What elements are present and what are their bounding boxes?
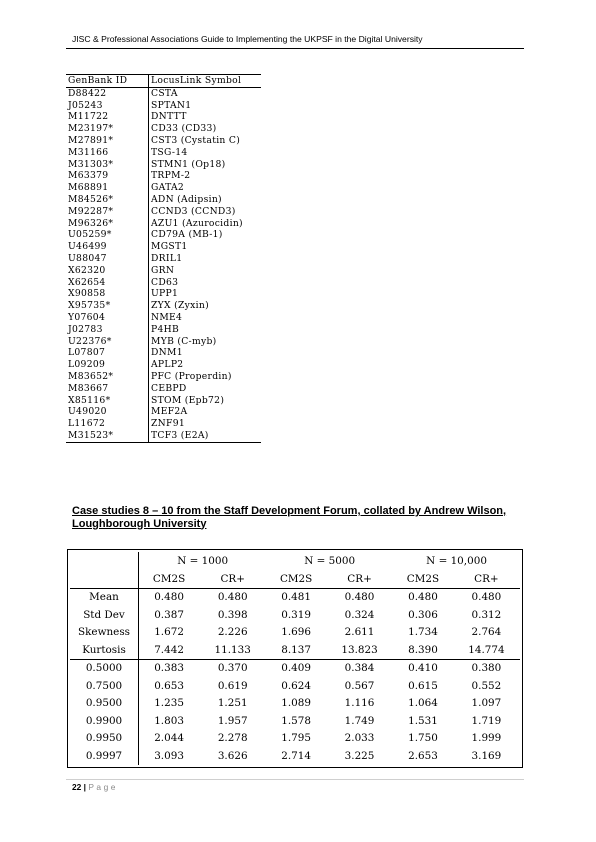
value-cell: 1.578 (281, 714, 311, 727)
quantile-row (70, 747, 520, 765)
value-cell: 2.278 (217, 732, 248, 745)
genbank-row (66, 265, 261, 277)
value-cell: 1.089 (281, 697, 311, 710)
locuslink-symbol-cell: CD63 (151, 276, 179, 288)
value-cell: 0.481 (281, 591, 311, 604)
value-cell: 0.312 (471, 608, 502, 621)
value-cell: 2.764 (471, 626, 502, 639)
value-cell: 3.225 (344, 749, 375, 762)
value-cell: 0.480 (408, 591, 438, 604)
page-header-title: JISC & Professional Associations Guide to Implementing the UKPSF in the Digital University (72, 34, 423, 44)
genbank-row (66, 253, 261, 265)
group-header-n10000: N = 10,000 (426, 555, 487, 568)
locuslink-symbol-cell: NME4 (151, 311, 183, 323)
value-cell: 1.531 (408, 714, 438, 727)
value-cell: 8.137 (281, 643, 311, 656)
value-cell: 0.306 (408, 608, 438, 621)
case-studies-heading: Case studies 8 – 10 from the Staff Development Forum, collated by Andrew Wilson, Loughborough University (72, 505, 507, 530)
value-cell: 14.774 (468, 643, 505, 656)
value-cell: 1.795 (281, 732, 311, 745)
locuslink-symbol-cell: TRPM-2 (151, 170, 191, 182)
genbank-row (66, 371, 261, 383)
value-cell: 0.380 (453, 660, 520, 678)
genbank-table (66, 74, 261, 443)
value-cell: 0.324 (344, 608, 375, 621)
genbank-row (66, 395, 261, 407)
genbank-id-cell: M11722 (66, 111, 149, 123)
quantile-row (70, 713, 520, 730)
value-cell: 2.611 (344, 626, 375, 639)
locuslink-symbol-cell: CCND3 (CCND3) (151, 205, 236, 217)
value-cell: 13.823 (341, 643, 378, 656)
quantile-row (70, 678, 520, 695)
value-cell: 0.398 (217, 608, 248, 621)
value-cell: 1.803 (154, 714, 184, 727)
genbank-id-cell: M84526* (66, 194, 149, 206)
value-cell: 2.033 (344, 732, 375, 745)
value-cell: 3.093 (154, 749, 184, 762)
group-header-n1000: N = 1000 (177, 555, 229, 568)
value-cell: 0.480 (344, 591, 375, 604)
value-cell: 8.390 (408, 643, 438, 656)
genbank-id-cell: L11672 (66, 418, 149, 430)
stats-group-header-row (70, 552, 520, 571)
locuslink-symbol-cell: ADN (Adipsin) (151, 193, 222, 205)
value-cell: 1.999 (471, 732, 502, 745)
stats-table (70, 552, 520, 765)
genbank-row (66, 170, 261, 182)
value-cell: 0.552 (471, 679, 502, 692)
genbank-row (66, 194, 261, 206)
locuslink-symbol-cell: MEF2A (151, 406, 188, 418)
genbank-id-cell: X62654 (66, 277, 149, 289)
genbank-row (66, 347, 261, 359)
value-cell: 0.370 (199, 660, 266, 678)
locuslink-symbol-cell: CD79A (MB-1) (151, 229, 223, 241)
moment-row (70, 642, 520, 660)
value-cell: 1.957 (217, 714, 248, 727)
footer-separator: | (81, 782, 89, 792)
quantile-row (70, 695, 520, 712)
genbank-row (66, 241, 261, 253)
genbank-row (66, 111, 261, 123)
value-cell: 2.714 (281, 749, 311, 762)
subheader-cell: CM2S (139, 571, 200, 589)
genbank-id-cell: M27891* (66, 135, 149, 147)
genbank-id-cell: M31523* (66, 430, 149, 442)
genbank-row (66, 312, 261, 324)
genbank-id-cell: U05259* (66, 229, 149, 241)
value-cell: 11.133 (214, 643, 251, 656)
value-cell: 1.097 (471, 697, 502, 710)
value-cell: 0.319 (281, 608, 311, 621)
locuslink-symbol-cell: UPP1 (151, 288, 179, 300)
locuslink-symbol-cell: DRIL1 (151, 252, 183, 264)
genbank-id-cell: M63379 (66, 170, 149, 182)
locuslink-symbol-cell: CEBPD (151, 382, 187, 394)
value-cell: 0.480 (154, 591, 184, 604)
value-cell: 1.696 (281, 626, 311, 639)
row-label-cell: Kurtosis (70, 642, 139, 660)
genbank-id-cell: M92287* (66, 206, 149, 218)
subheader-cell: CR+ (453, 571, 520, 589)
genbank-id-cell: U88047 (66, 253, 149, 265)
value-cell: 1.749 (344, 714, 375, 727)
value-cell: 3.169 (471, 749, 502, 762)
value-cell: 0.384 (326, 660, 393, 678)
genbank-id-cell: J02783 (66, 324, 149, 336)
genbank-id-cell: D88422 (66, 87, 149, 99)
locuslink-symbol-cell: DNM1 (151, 347, 183, 359)
locuslink-symbol-cell: STMN1 (Op18) (151, 158, 226, 170)
genbank-id-cell: X85116* (66, 395, 149, 407)
row-label-cell: 0.9900 (70, 713, 139, 730)
value-cell: 0.480 (217, 591, 248, 604)
genbank-header-row (66, 75, 261, 88)
genbank-id-cell: X90858 (66, 288, 149, 300)
value-cell: 0.653 (154, 679, 184, 692)
genbank-row (66, 229, 261, 241)
subheader-cell: CR+ (199, 571, 266, 589)
locuslink-symbol-cell: SPTAN1 (151, 99, 192, 111)
genbank-row (66, 300, 261, 312)
genbank-id-cell: M83652* (66, 371, 149, 383)
locuslink-symbol-cell: GRN (151, 264, 175, 276)
genbank-table-body (66, 87, 261, 442)
moment-row (70, 624, 520, 641)
stats-subheader-row (70, 571, 520, 589)
row-label-cell: Std Dev (70, 607, 139, 624)
row-label-cell: Mean (70, 589, 139, 607)
genbank-row (66, 87, 261, 99)
genbank-id-cell: M83667 (66, 383, 149, 395)
genbank-row (66, 418, 261, 430)
genbank-id-cell: M23197* (66, 123, 149, 135)
value-cell: 3.626 (217, 749, 248, 762)
genbank-row (66, 359, 261, 371)
locuslink-col-header: LocusLink Symbol (149, 75, 262, 88)
genbank-id-cell: J05243 (66, 100, 149, 112)
genbank-col-header: GenBank ID (66, 75, 149, 88)
subheader-cell: CR+ (326, 571, 393, 589)
value-cell: 0.619 (217, 679, 248, 692)
subheader-cell: CM2S (393, 571, 453, 589)
genbank-id-cell: X62320 (66, 265, 149, 277)
genbank-id-cell: M31166 (66, 147, 149, 159)
genbank-id-cell: U22376* (66, 336, 149, 348)
genbank-row (66, 406, 261, 418)
locuslink-symbol-cell: ZYX (Zyxin) (151, 300, 209, 312)
genbank-row (66, 336, 261, 348)
genbank-id-cell: L09209 (66, 359, 149, 371)
header-divider (66, 48, 524, 49)
genbank-row (66, 430, 261, 442)
value-cell: 0.615 (408, 679, 438, 692)
genbank-id-cell: M68891 (66, 182, 149, 194)
locuslink-symbol-cell: TSG-14 (151, 146, 188, 158)
genbank-id-cell: M96326* (66, 218, 149, 230)
value-cell: 1.116 (344, 697, 375, 710)
quantile-row (70, 660, 520, 678)
locuslink-symbol-cell: P4HB (151, 323, 179, 335)
row-label-cell: 0.9950 (70, 730, 139, 747)
locuslink-symbol-cell: CSTA (151, 87, 178, 99)
genbank-row (66, 218, 261, 230)
subheader-cell: CM2S (266, 571, 326, 589)
locuslink-symbol-cell: CST3 (Cystatin C) (151, 134, 241, 146)
value-cell: 0.387 (154, 608, 184, 621)
genbank-row (66, 135, 261, 147)
value-cell: 1.750 (408, 732, 438, 745)
value-cell: 1.734 (408, 626, 438, 639)
value-cell: 0.480 (471, 591, 502, 604)
value-cell: 1.235 (154, 697, 184, 710)
quantile-row (70, 730, 520, 747)
genbank-row (66, 147, 261, 159)
genbank-row (66, 123, 261, 135)
locuslink-symbol-cell: APLP2 (151, 359, 184, 371)
genbank-row (66, 277, 261, 289)
locuslink-symbol-cell: DNTTT (151, 111, 187, 123)
locuslink-symbol-cell: MGST1 (151, 241, 188, 253)
locuslink-symbol-cell: PFC (Properdin) (151, 370, 232, 382)
moment-row (70, 589, 520, 607)
row-label-cell: 0.5000 (70, 660, 139, 678)
genbank-row (66, 182, 261, 194)
genbank-row (66, 383, 261, 395)
value-cell: 0.567 (344, 679, 375, 692)
value-cell: 7.442 (154, 643, 184, 656)
locuslink-symbol-cell: GATA2 (151, 182, 185, 194)
genbank-id-cell: L07807 (66, 347, 149, 359)
row-label-cell: 0.9500 (70, 695, 139, 712)
genbank-id-cell: M31303* (66, 159, 149, 171)
value-cell: 0.624 (281, 679, 311, 692)
value-cell: 0.409 (266, 660, 326, 678)
row-label-cell: Skewness (70, 624, 139, 641)
genbank-row (66, 324, 261, 336)
genbank-row (66, 159, 261, 171)
genbank-row (66, 288, 261, 300)
value-cell: 0.410 (393, 660, 453, 678)
genbank-id-cell: Y07604 (66, 312, 149, 324)
page-footer (72, 782, 118, 792)
page-label: Page (88, 782, 118, 792)
value-cell: 2.653 (408, 749, 438, 762)
stats-table-body (70, 552, 520, 765)
genbank-id-cell: U49020 (66, 406, 149, 418)
row-label-cell: 0.7500 (70, 678, 139, 695)
footer-divider (66, 779, 524, 780)
group-header-n5000: N = 5000 (304, 555, 356, 568)
locuslink-symbol-cell: ZNF91 (151, 418, 185, 430)
value-cell: 1.719 (471, 714, 502, 727)
genbank-id-cell: U46499 (66, 241, 149, 253)
locuslink-symbol-cell: TCF3 (E2A) (149, 430, 262, 442)
stats-corner-cell (70, 552, 139, 571)
genbank-row (66, 206, 261, 218)
locuslink-symbol-cell: CD33 (CD33) (151, 123, 217, 135)
row-label-cell: 0.9997 (70, 747, 139, 765)
locuslink-symbol-cell: AZU1 (Azurocidin) (151, 217, 243, 229)
page-number: 22 (72, 782, 82, 792)
value-cell: 1.672 (154, 626, 184, 639)
locuslink-symbol-cell: MYB (C-myb) (151, 335, 217, 347)
locuslink-symbol-cell: STOM (Epb72) (151, 394, 225, 406)
value-cell: 2.044 (154, 732, 184, 745)
genbank-row (66, 100, 261, 112)
value-cell: 1.064 (408, 697, 438, 710)
stats-corner-cell (70, 571, 139, 589)
moment-row (70, 607, 520, 624)
value-cell: 0.383 (139, 660, 200, 678)
genbank-id-cell: X95735* (66, 300, 149, 312)
value-cell: 1.251 (217, 697, 248, 710)
value-cell: 2.226 (217, 626, 248, 639)
